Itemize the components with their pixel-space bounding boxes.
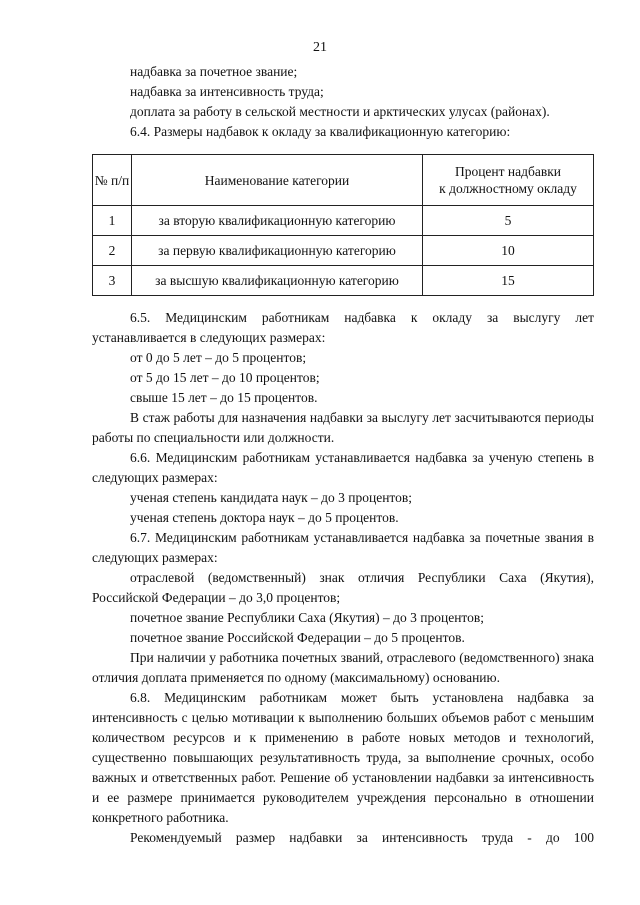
list-item: от 0 до 5 лет – до 5 процентов; — [130, 350, 307, 365]
paragraph-6-8: 6.8. Медицинским работникам может быть установлена надбавка за интенсивность с целью мотивации к выполнению больших объемов работ с меньшим количеством ресурсов и к применению в работе новых методов и технологий, существенно повышающих результативность труда, за выполнение срочных, особо важных и ответственных работ. Решение об установлении надбавки за интенсивность и ее размере принимается руководителем учреждения персонально в отношении конкретного работника. — [92, 690, 594, 825]
list-item: от 5 до 15 лет – до 10 процентов; — [130, 370, 320, 385]
intro-line: надбавка за интенсивность труда; — [130, 84, 324, 99]
table-row — [93, 266, 594, 296]
table-header-row — [93, 155, 594, 206]
list-item: почетное звание Республики Саха (Якутия) – до 3 процентов; — [130, 610, 485, 625]
table-row — [93, 206, 594, 236]
header-percent-line1: Процент надбавки — [454, 164, 562, 179]
paragraph-6-7: 6.7. Медицинским работникам устанавливается надбавка за почетные звания в следующих размерах: — [92, 530, 594, 565]
cell-percent: 15 — [423, 266, 594, 296]
header-percent — [423, 155, 594, 206]
paragraph-6-5-note: В стаж работы для назначения надбавки за выслугу лет засчитываются периоды работы по специальности или должности. — [92, 410, 594, 445]
cell-num: 3 — [93, 266, 132, 296]
paragraph-6-6: 6.6. Медицинским работникам устанавливается надбавка за ученую степень в следующих размерах: — [92, 450, 594, 485]
cell-category: за первую квалификационную категорию — [132, 236, 423, 266]
cell-num: 2 — [93, 236, 132, 266]
qualification-table — [92, 154, 594, 296]
intro-line: доплата за работу в сельской местности и арктических улусах (районах). — [130, 104, 550, 119]
list-item: свыше 15 лет – до 15 процентов. — [130, 390, 318, 405]
intro-line: надбавка за почетное звание; — [130, 64, 298, 79]
cell-category: за высшую квалификационную категорию — [132, 266, 423, 296]
header-percent-line2: к должностному окладу — [439, 181, 577, 196]
paragraph-6-8-tail: Рекомендуемый размер надбавки за интенсивность труда - до 100 — [130, 830, 594, 845]
header-num: № п/п — [93, 155, 132, 206]
cell-percent: 5 — [423, 206, 594, 236]
document-body — [92, 62, 594, 848]
table-row — [93, 236, 594, 266]
cell-category: за вторую квалификационную категорию — [132, 206, 423, 236]
list-item: ученая степень кандидата наук – до 3 процентов; — [130, 490, 413, 505]
list-item: ученая степень доктора наук – до 5 процентов. — [130, 510, 399, 525]
cell-num: 1 — [93, 206, 132, 236]
page-number: 21 — [313, 40, 327, 55]
paragraph-6-5: 6.5. Медицинским работникам надбавка к окладу за выслугу лет устанавливается в следующих размерах: — [92, 310, 594, 345]
paragraph-6-7-item: отраслевой (ведомственный) знак отличия Республики Саха (Якутия), Российской Федерации – до 3,0 процентов; — [92, 570, 594, 605]
section-heading-6-4: 6.4. Размеры надбавок к окладу за квалификационную категорию: — [130, 124, 511, 139]
header-category: Наименование категории — [132, 155, 423, 206]
paragraph-6-7-note: При наличии у работника почетных званий, отраслевого (ведомственного) знака отличия доплата применяется по одному (максимальному) основанию. — [92, 650, 594, 685]
cell-percent: 10 — [423, 236, 594, 266]
list-item: почетное звание Российской Федерации – до 5 процентов. — [130, 630, 465, 645]
